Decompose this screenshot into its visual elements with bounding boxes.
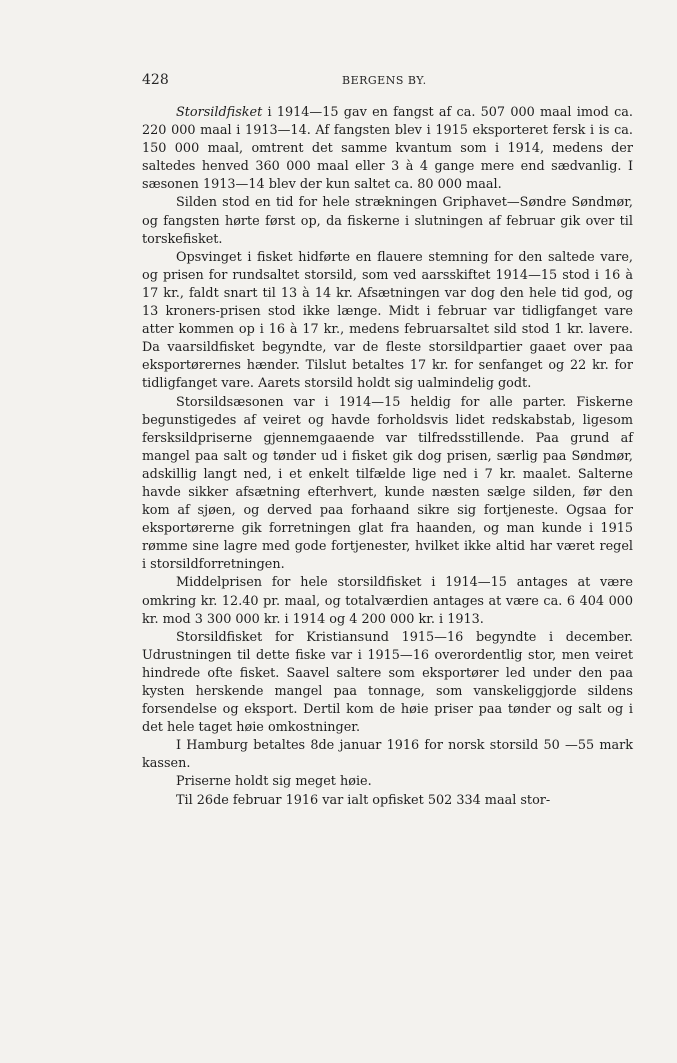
page-number: 428	[142, 72, 169, 88]
body-text	[142, 104, 633, 810]
paragraph-text: i 1914—15 gav en fangst af ca. 507 000 maal imod ca. 220 000 maal i 1913—14. Af fangsten blev i 1915 eksporteret fersk i is ca. 150 000 maal, omtrent det samme kvantum som i 1914, medens der saltedes henved 360 000 maal eller 3 à 4 gange mere end sædvanlig. I sæsonen 1913—14 blev der kun saltet ca. 80 000 maal.	[142, 105, 633, 193]
paragraph-storsildfisket-intro	[142, 104, 633, 194]
paragraph-kristiansund: Storsildfisket for Kristiansund 1915—16 begyndte i december. Udrustningen til dette fiske var i 1915—16 overordentlig stor, men veiret hindrede ofte fisket. Saavel saltere som eksportører led under den paa kysten herskende mangel paa tonnage, som vanskeliggjorde sildens forsendelse og eksport. Dertil kom de høie priser paa tønder og salt og i det hele taget høie omkostninger.	[142, 629, 633, 736]
paragraph-til-26de-februar: Til 26de februar 1916 var ialt opfisket 502 334 maal stor-	[176, 792, 551, 808]
paragraph-storsildsaesonen: Storsildsæsonen var i 1914—15 heldig for alle parter. Fiskerne begunstigedes af veiret og havde forholdsvis lidet redskabstab, ligesom fersksildpriserne gjennemgaaende var tilfredsstillende. Paa grund af mangel paa salt og tønder ud i fisket gik dog prisen, særlig paa Søndmør, adskillig langt ned, i et enkelt tilfælde lige ned i 7 kr. maalet. Salterne havde sikker afsætning efterhvert, kunde næsten sælge silden, før den kom af sjøen, og derved paa forhaand sikre sig fortjeneste. Ogsaa for eksportørerne gik forretningen glat fra haanden, og man kunde i 1915 rømme sine lagre med gode fortjenester, hvilket ikke altid har været regel i storsildforretningen.	[142, 394, 633, 573]
paragraph-opsvinget: Opsvinget i fisket hidførte en flauere stemning for den saltede vare, og prisen for rundsaltet storsild, som ved aarsskiftet 1914—15 stod i 16 à 17 kr., faldt snart til 13 à 14 kr. Afsætningen var dog den hele tid god, og 13 kroners-prisen stod ikke længe. Midt i februar var tidligfanget vare atter kommen op i 16 à 17 kr., medens februarsaltet sild stod 1 kr. lavere. Da vaarsildfisket begyndte, var de fleste storsildpartier gaaet over paa eksportørernes hænder. Tilslut betaltes 17 kr. for senfanget og 22 kr. for tidligfanget vare. Aarets storsild holdt sig ualmindelig godt.	[142, 249, 633, 392]
paragraph-priserne: Priserne holdt sig meget høie.	[176, 774, 372, 790]
paragraph-silden-stod: Silden stod en tid for hele strækningen Griphavet—Søndre Søndmør, og fangsten hørte først op, da fiskerne i slutningen af februar gik over til torskefisket.	[142, 195, 633, 247]
paragraph-hamburg: I Hamburg betaltes 8de januar 1916 for norsk storsild 50 —55 mark kassen.	[142, 738, 633, 772]
page-header	[142, 72, 633, 92]
running-title: BERGENS BY.	[342, 74, 427, 87]
italic-lead-term: Storsildfisket	[176, 105, 263, 120]
paragraph-middelprisen: Middelprisen for hele storsildfisket i 1914—15 antages at være omkring kr. 12.40 pr. maal, og totalværdien antages at være ca. 6 404 000 kr. mod 3 300 000 kr. i 1914 og 4 200 000 kr. i 1913.	[142, 575, 633, 627]
